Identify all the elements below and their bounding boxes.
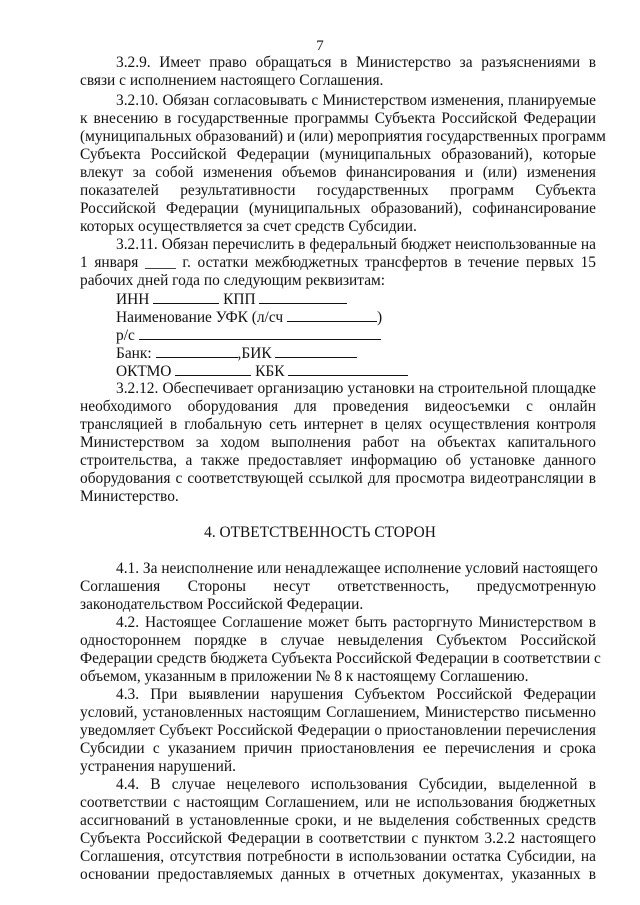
paragraph-3-2-11-line: рабочих дней года по следующим реквизитам: [80, 272, 386, 289]
requisite-inn-kpp-line [116, 290, 596, 309]
paragraph-4-3-line: устранения нарушений. [80, 758, 236, 775]
paragraph-3-2-10-line: Российской Федерации (муниципальных образований), софинансирование [80, 200, 596, 217]
requisite-oktmo-line [116, 362, 596, 381]
ufk-blank [287, 308, 377, 322]
paragraph-3-2-9-line: 3.2.9. Имеет право обращаться в Министерство за разъяснениями в [116, 54, 596, 71]
bank-blank [156, 344, 238, 358]
bik-blank [275, 344, 357, 358]
bik-label: ,БИК [237, 345, 272, 362]
paragraph-4-4-line: ассигнований в установленные сроки, и не выделения собственных средств [80, 812, 596, 829]
rs-blank [139, 326, 381, 340]
paragraph-3-2-9-line: связи с исполнением настоящего Соглашения. [80, 72, 384, 89]
paragraph-4-1-line: 4.1. За неисполнение или ненадлежащее исполнение условий настоящего [116, 560, 598, 577]
paragraph-4-3-line: 4.3. При выявлении нарушения Субъектом Российской Федерации [116, 686, 596, 703]
paragraph-3-2-10-line: которых осуществляется за счет средств Субсидии. [80, 218, 417, 235]
oktmo-label: ОКТМО [116, 363, 172, 380]
paragraph-3-2-11-line: 1 января ____ г. остатки межбюджетных трансфертов в течение первых 15 [80, 254, 596, 271]
paragraph-4-4-line: 4.4. В случае нецелевого использования Субсидии, выделенной в [116, 776, 596, 793]
rs-label: р/с [116, 327, 135, 344]
paragraph-4-3-line: Субсидии с указанием причин приостановления ее перечисления и срока [80, 740, 596, 757]
paragraph-3-2-10-line: 3.2.10. Обязан согласовывать с Министерством изменения, планируемые [116, 92, 596, 109]
oktmo-blank [175, 362, 251, 376]
inn-blank [153, 290, 219, 304]
paragraph-4-4-line: основании предоставляемых данных в отчетных документах, указанных в [80, 866, 596, 883]
paragraph-4-2-line: 4.2. Настоящее Соглашение может быть расторгнуто Министерством в [116, 614, 596, 631]
kpp-blank [259, 290, 347, 304]
paragraph-3-2-12-line: строительства, а также предоставляет информацию об установке данного [80, 452, 596, 469]
paragraph-3-2-12-line: 3.2.12. Обеспечивает организацию установки на строительной площадке [116, 380, 596, 397]
paragraph-4-2-line: объемом, указанным в приложении № 8 к настоящему Соглашению. [80, 668, 529, 685]
paragraph-4-4-line: Субъекта Российской Федерации в соответствии с пунктом 3.2.2 настоящего [80, 830, 596, 847]
paragraph-3-2-12-line: трансляцией в глобальную сеть интернет в целях осуществления контроля [80, 416, 596, 433]
paragraph-3-2-10-line: (муниципальных образований) и (или) мероприятия государственных программ [80, 128, 606, 145]
inn-label: ИНН [116, 291, 150, 308]
paragraph-3-2-10-line: к внесению в государственные программы Субъекта Российской Федерации [80, 110, 596, 127]
paragraph-4-2-line: одностороннем порядке в случае невыделения Субъектом Российской [80, 632, 596, 649]
ufk-close: ) [376, 309, 383, 326]
paragraph-3-2-12-line: Министерство. [80, 488, 179, 505]
paragraph-4-4-line: соответствии с настоящим Соглашением, или не использования бюджетных [80, 794, 596, 811]
requisite-bank-line [116, 344, 596, 363]
requisite-rs-line [116, 326, 596, 345]
paragraph-4-3-line: условий, установленных настоящим Соглашением, Министерство письменно [80, 704, 596, 721]
paragraph-3-2-12-line: необходимого оборудования для проведения видеосъемки с онлайн [80, 398, 596, 415]
paragraph-4-1-line: Соглашения Стороны несут ответственность, предусмотренную [80, 578, 596, 595]
paragraph-3-2-10-line: показателей результативности государственных программ Субъекта [80, 182, 596, 199]
kpp-label: КПП [223, 291, 256, 308]
page-number: 7 [316, 38, 324, 54]
kbk-label: КБК [255, 363, 285, 380]
paragraph-3-2-10-line: влекут за собой изменения объемов финансирования и (или) изменения [80, 164, 596, 181]
paragraph-4-4-line: Соглашения, отсутствия потребности в использовании остатка Субсидии, на [80, 848, 596, 865]
paragraph-3-2-11-line: 3.2.11. Обязан перечислить в федеральный бюджет неиспользованные на [116, 236, 596, 253]
section-4-heading: 4. ОТВЕТСТВЕННОСТЬ СТОРОН [204, 524, 436, 541]
paragraph-3-2-12-line: Министерством за ходом выполнения работ на объектах капитального [80, 434, 596, 451]
bank-label: Банк: [116, 345, 152, 362]
requisite-ufk-line [116, 308, 596, 327]
paragraph-4-1-line: законодательством Российской Федерации. [80, 596, 364, 613]
paragraph-4-3-line: уведомляет Субъект Российской Федерации о приостановлении перечисления [80, 722, 596, 739]
kbk-blank [288, 362, 408, 376]
paragraph-4-2-line: Федерации средств бюджета Субъекта Российской Федерации в соответствии с [80, 650, 601, 667]
paragraph-3-2-12-line: оборудования с соответствующей ссылкой для просмотра видеотрансляции в [80, 470, 596, 487]
ufk-label: Наименование УФК (л/сч [116, 309, 284, 326]
paragraph-3-2-10-line: Субъекта Российской Федерации (муниципальных образований), которые [80, 146, 596, 163]
